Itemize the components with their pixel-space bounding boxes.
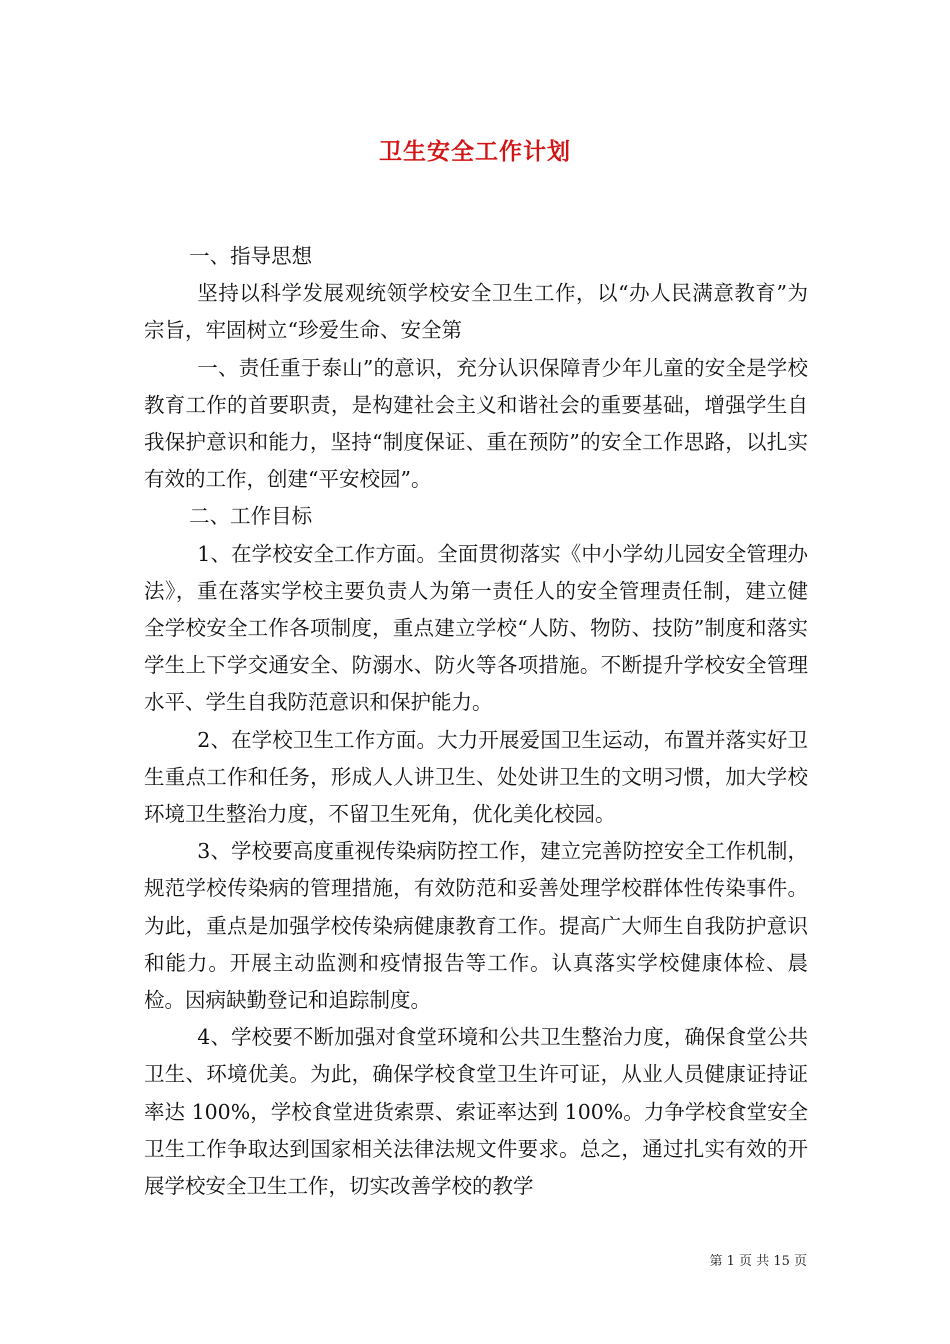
paragraph: 2、在学校卫生工作方面。大力开展爱国卫生运动，布置并落实好卫生重点工作和任务，形成人人讲卫生、处处讲卫生的文明习惯，加大学校环境卫生整治力度，不留卫生死角，优化美化校园。	[144, 727, 808, 827]
document-body	[144, 238, 808, 1205]
paragraph: 1、在学校安全工作方面。全面贯彻落实《中小学幼儿园安全管理办法》，重在落实学校主要负责人为第一责任人的安全管理责任制，建立健全学校安全工作各项制度，重点建立学校“人防、物防、技防”制度和落实学生上下学交通安全、防溺水、防火等各项措施。不断提升学校安全管理水平、学生自我防范意识和保护能力。	[144, 541, 808, 715]
paragraph: 坚持以科学发展观统领学校安全卫生工作，以“办人民满意教育”为宗旨，牢固树立“珍爱生命、安全第	[144, 281, 808, 343]
paragraph: 一、责任重于泰山”的意识，充分认识保障青少年儿童的安全是学校教育工作的首要职责，是构建社会主义和谐社会的重要基础，增强学生自我保护意识和能力，坚持“制度保证、重在预防”的安全工作思路，以扎实有效的工作，创建“平安校园”。	[144, 355, 808, 492]
document-title: 卫生安全工作计划	[379, 138, 571, 165]
section-heading-work-goals: 二、工作目标	[189, 504, 313, 529]
paragraph: 3、学校要高度重视传染病防控工作，建立完善防控安全工作机制，规范学校传染病的管理措施，有效防范和妥善处理学校群体性传染事件。为此，重点是加强学校传染病健康教育工作。提高广大师生自我防护意识和能力。开展主动监测和疫情报告等工作。认真落实学校健康体检、晨检。因病缺勤登记和追踪制度。	[144, 839, 808, 1013]
page-number: 第 1 页 共 15 页	[709, 1254, 807, 1269]
paragraph: 4、学校要不断加强对食堂环境和公共卫生整治力度，确保食堂公共卫生、环境优美。为此，确保学校食堂卫生许可证，从业人员健康证持证率达 100%，学校食堂进货索票、索证率达到 100%。力争学校食堂安全卫生工作争取达到国家相关法律法规文件要求。总之，通过扎实有效的开展学校安全卫生工作，切实改善学校的教学	[144, 1025, 808, 1199]
section-heading-guiding-thought: 一、指导思想	[189, 244, 313, 268]
